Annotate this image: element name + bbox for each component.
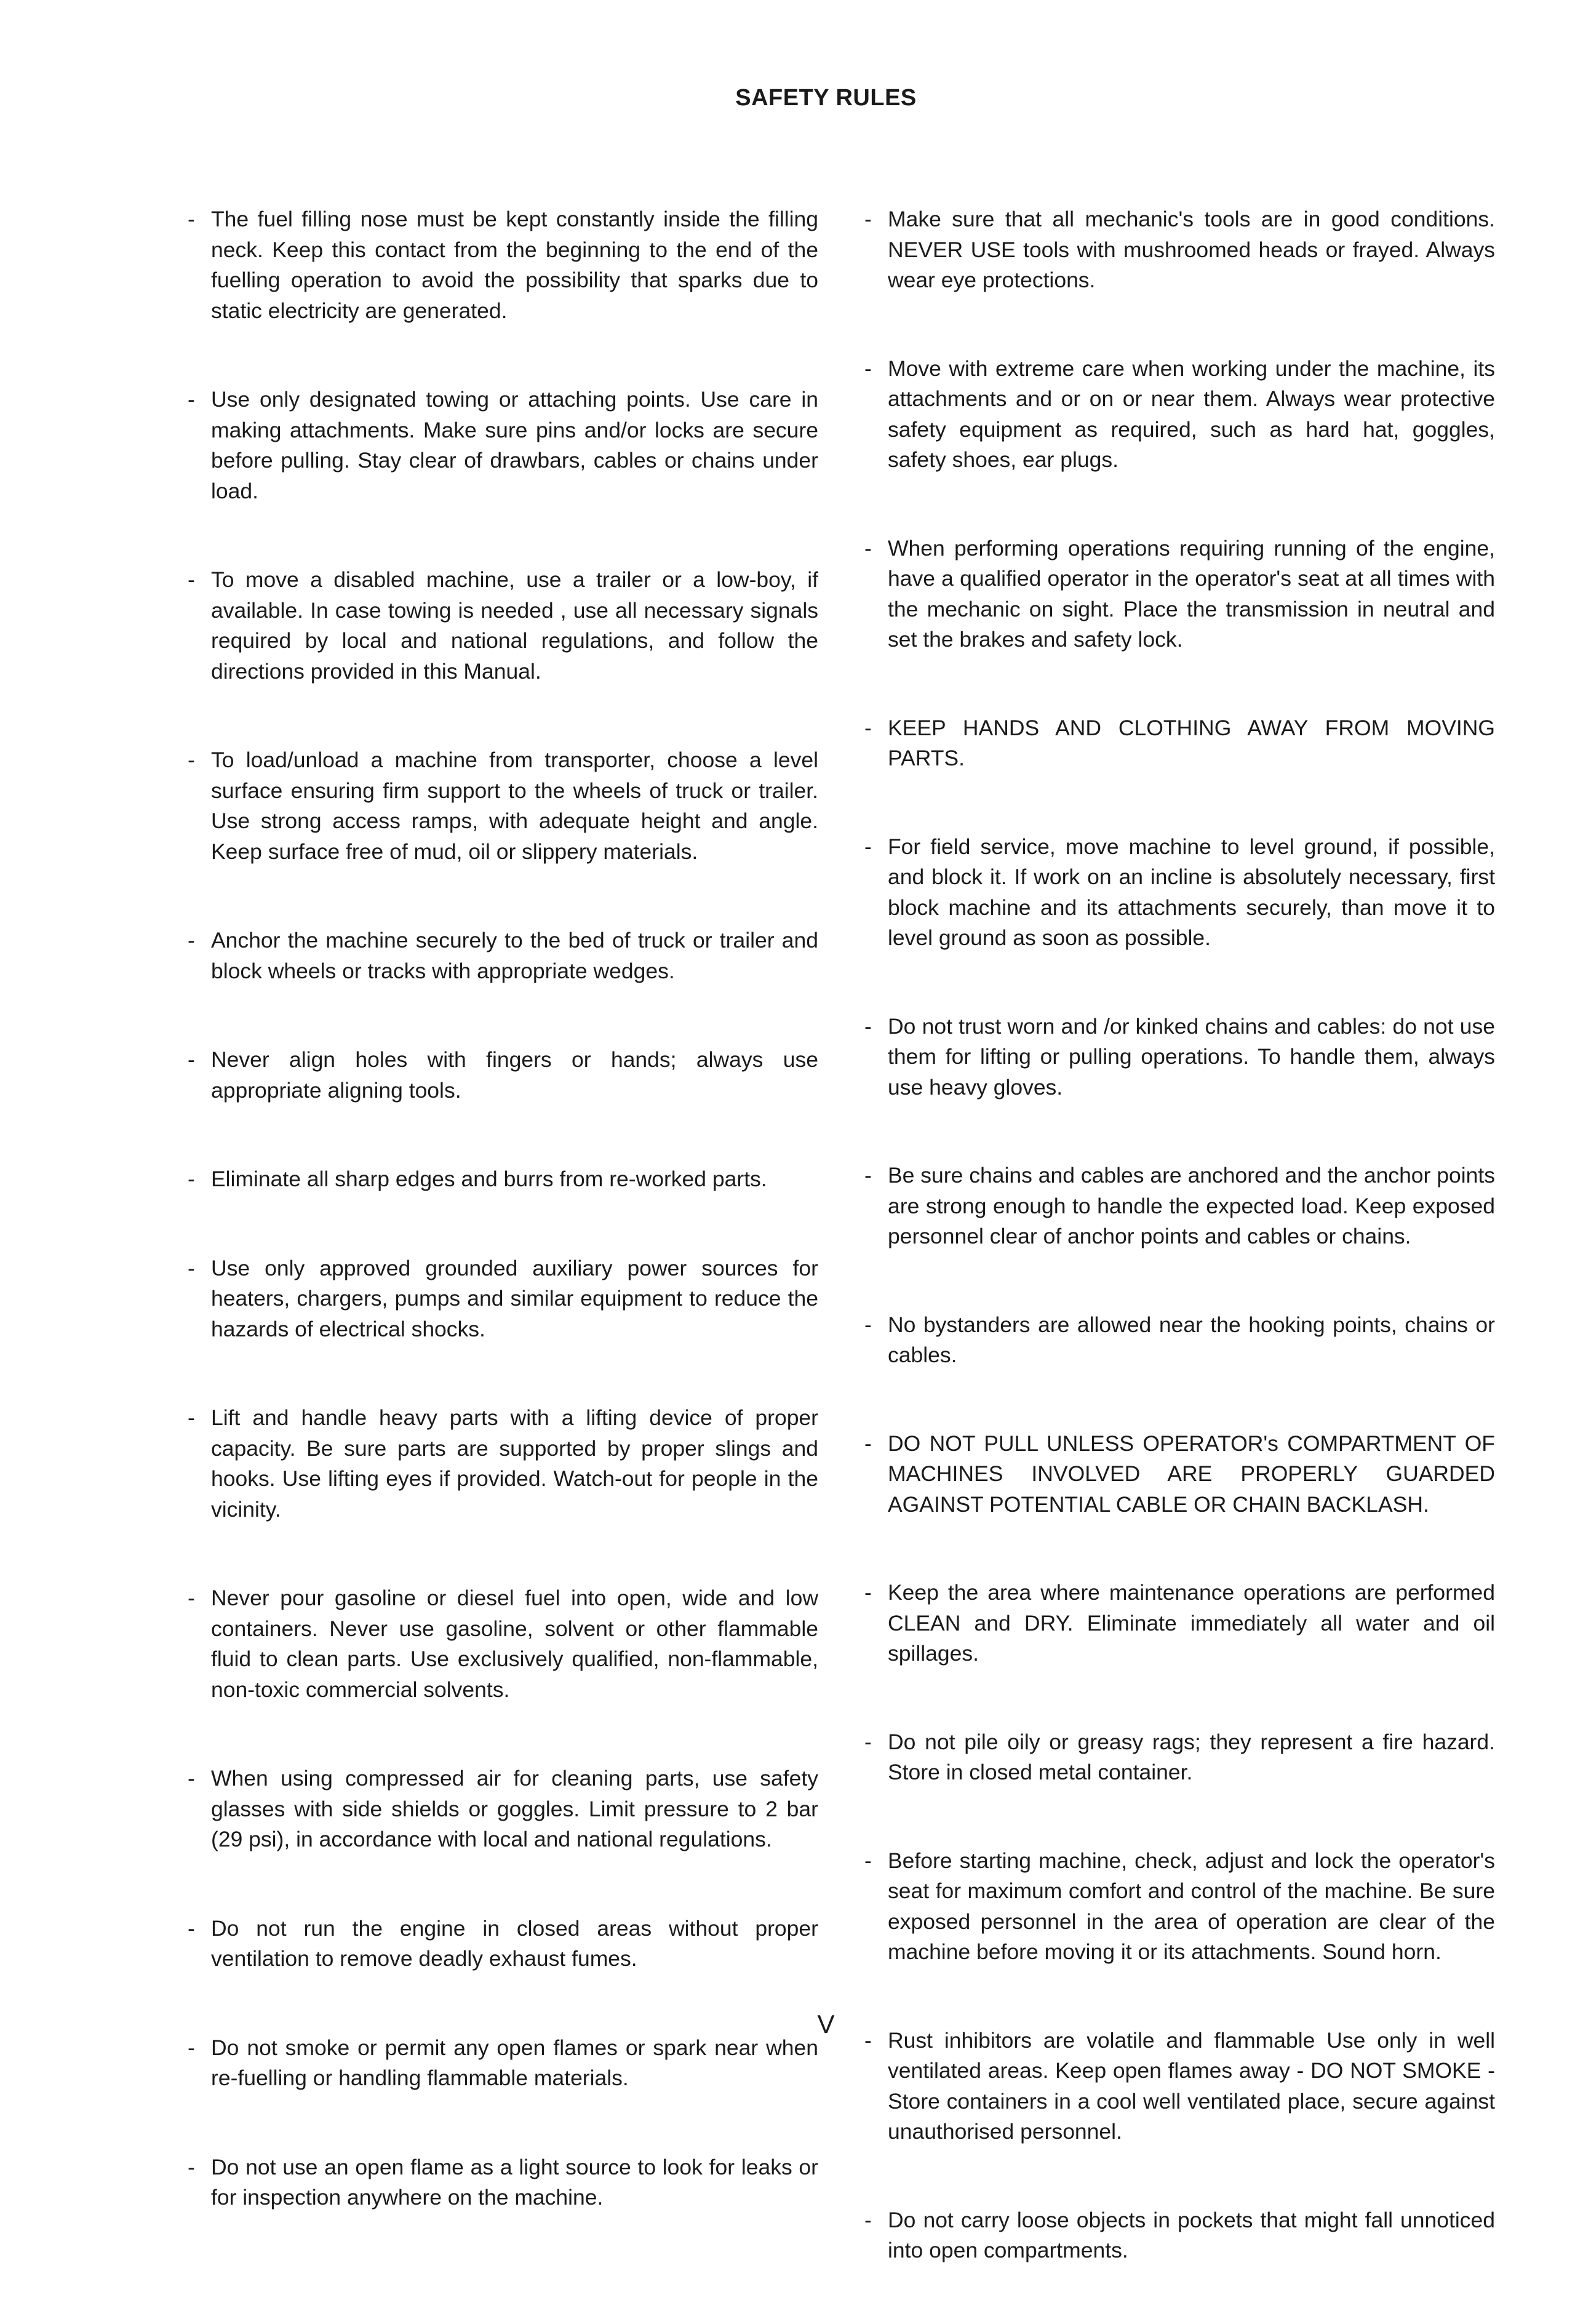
bullet-dash: -: [864, 834, 872, 859]
rule-text: Be sure chains and cables are anchored and the anchor points are strong enough to handle the expected load. Keep exposed personnel clear of anchor points and cables or chains.: [888, 1163, 1495, 1248]
safety-rule: [864, 204, 1495, 296]
rule-text: Never pour gasoline or diesel fuel into open, wide and low containers. Never use gasoline, solvent or other flammable fluid to clean parts. Use exclusively qualified, non-flammable, non-toxic commercial solvents.: [211, 1586, 818, 1702]
bullet-dash: -: [864, 1431, 872, 1456]
right-column: [864, 204, 1495, 2324]
rule-text: Eliminate all sharp edges and burrs from re-worked parts.: [211, 1167, 767, 1191]
safety-rule: [864, 1727, 1495, 1788]
bullet-dash: -: [864, 207, 872, 231]
safety-rule: [188, 2152, 818, 2213]
bullet-dash: -: [188, 1405, 195, 1430]
rule-text: When using compressed air for cleaning parts, use safety glasses with side shields or goggles. Limit pressure to 2 bar (29 psi), in accordance with local and national regulations.: [211, 1766, 818, 1851]
bullet-dash: -: [188, 387, 195, 412]
rule-text: Rust inhibitors are volatile and flammable Use only in well ventilated areas. Keep open flames away - DO NOT SMOKE - Store containers in a cool well ventilated place, secure against unauthorised personnel.: [888, 2027, 1495, 2144]
rule-text: Do not pile oily or greasy rags; they represent a fire hazard. Store in closed metal container.: [888, 1729, 1495, 1784]
rule-text: Move with extreme care when working under the machine, its attachments and or on or near them. Always wear protective safety equipment as required, such as hard hat, goggles, safety shoes, ear plugs.: [888, 356, 1495, 472]
safety-rule: [864, 1012, 1495, 1103]
safety-rule: [188, 204, 818, 326]
safety-rule: [864, 1578, 1495, 1669]
safety-rule: [188, 385, 818, 506]
bullet-dash: -: [864, 1013, 872, 1039]
safety-rule: [188, 1164, 818, 1195]
rule-text: Anchor the machine securely to the bed of truck or trailer and block wheels or tracks with appropriate wedges.: [211, 928, 818, 983]
safety-rule: [864, 1160, 1495, 1252]
bullet-dash: -: [188, 1915, 195, 1941]
rule-text: Keep the area where maintenance operations are performed CLEAN and DRY. Eliminate immediately all water and oil spillages.: [888, 1580, 1495, 1666]
safety-rule: [864, 2205, 1495, 2266]
rule-text: DO NOT PULL UNLESS OPERATOR's COMPARTMENT OF MACHINES INVOLVED ARE PROPERLY GUARDED AGAINST POTENTIAL CABLE OR CHAIN BACKLASH.: [888, 1431, 1495, 1517]
bullet-dash: -: [864, 535, 872, 561]
rule-text: Do not run the engine in closed areas without proper ventilation to remove deadly exhaust fumes.: [211, 1915, 818, 1971]
safety-rule: [864, 713, 1495, 774]
bullet-dash: -: [864, 1848, 872, 1873]
safety-rule: [188, 2033, 818, 2094]
bullet-dash: -: [188, 1586, 195, 1610]
rule-text: For field service, move machine to level ground, if possible, and block it. If work on an incline is absolutely necessary, first block machine and its attachments securely, than move it to level ground as soon as possible.: [888, 834, 1495, 950]
safety-rule: [188, 925, 818, 986]
bullet-dash: -: [188, 748, 195, 772]
safety-rule: [188, 745, 818, 867]
bullet-dash: -: [864, 2027, 872, 2053]
bullet-dash: -: [864, 2207, 872, 2232]
safety-rule: [188, 565, 818, 687]
bullet-dash: -: [188, 207, 195, 231]
rule-text: No bystanders are allowed near the hooking points, chains or cables.: [888, 1312, 1495, 1367]
bullet-dash: -: [864, 715, 872, 740]
left-column: [188, 204, 818, 2272]
safety-rule: [864, 1846, 1495, 1968]
safety-rule: [864, 2026, 1495, 2147]
rule-text: KEEP HANDS AND CLOTHING AWAY FROM MOVING PARTS.: [888, 715, 1495, 770]
safety-rule: [864, 1429, 1495, 1520]
safety-rule: [188, 1253, 818, 1345]
bullet-dash: -: [864, 356, 872, 381]
rule-text: The fuel filling nose must be kept constantly inside the filling neck. Keep this contact from the beginning to the end of the fuelling operation to avoid the possibility that sparks due to static electricity are generated.: [211, 207, 818, 323]
rule-text: When performing operations requiring running of the engine, have a qualified operator in the operator's seat at all times with the mechanic on sight. Place the transmission in neutral and set the brakes and safety lock.: [888, 535, 1495, 652]
bullet-dash: -: [864, 1163, 872, 1188]
rule-text: Make sure that all mechanic's tools are in good conditions. NEVER USE tools with mushroomed heads or frayed. Always wear eye protections.: [888, 207, 1495, 292]
rule-text: Do not trust worn and /or kinked chains and cables: do not use them for lifting or pulling operations. To handle them, always use heavy gloves.: [888, 1013, 1495, 1100]
safety-rule: [864, 533, 1495, 655]
rule-text: Use only approved grounded auxiliary power sources for heaters, chargers, pumps and similar equipment to reduce the hazards of electrical shocks.: [211, 1255, 818, 1341]
safety-rule: [864, 1310, 1495, 1371]
rule-text: Do not smoke or permit any open flames or spark near when re-fuelling or handling flammable materials.: [211, 2035, 818, 2090]
bullet-dash: -: [864, 1580, 872, 1605]
rule-text: Use only designated towing or attaching points. Use care in making attachments. Make sure pins and/or locks are secure before pulling. Stay clear of drawbars, cables or chains under load.: [211, 387, 818, 503]
safety-rule: [188, 1583, 818, 1705]
bullet-dash: -: [188, 2154, 195, 2179]
safety-rule: [188, 1763, 818, 1855]
safety-rule: [188, 1403, 818, 1525]
rule-text: To move a disabled machine, use a trailer or a low-boy, if available. In case towing is needed , use all necessary signals required by local and national regulations, and follow the directions provided in this Manual.: [211, 567, 818, 684]
bullet-dash: -: [188, 1766, 195, 1791]
bullet-dash: -: [188, 2035, 195, 2060]
safety-rule: [864, 354, 1495, 476]
bullet-dash: -: [188, 567, 195, 592]
rule-text: Do not use an open flame as a light source to look for leaks or for inspection anywhere on the machine.: [211, 2154, 818, 2210]
rule-text: To load/unload a machine from transporter, choose a level surface ensuring firm support to the wheels of truck or trailer. Use strong access ramps, with adequate height and angle. Keep surface free of mud, oil or slippery materials.: [211, 748, 818, 864]
bullet-dash: -: [188, 1047, 195, 1072]
bullet-dash: -: [864, 1729, 872, 1754]
safety-rule: [188, 1914, 818, 1975]
bullet-dash: -: [188, 1167, 195, 1191]
bullet-dash: -: [864, 1312, 872, 1337]
bullet-dash: -: [188, 1255, 195, 1280]
rule-text: Do not carry loose objects in pockets that might fall unnoticed into open compartments.: [888, 2207, 1495, 2262]
safety-rule: [188, 1045, 818, 1106]
rule-text: Lift and handle heavy parts with a lifting device of proper capacity. Be sure parts are supported by proper slings and hooks. Use lifting eyes if provided. Watch-out for people in the vicinity.: [211, 1405, 818, 1522]
rule-text: Before starting machine, check, adjust and lock the operator's seat for maximum comfort and control of the machine. Be sure exposed personnel in the area of operation are clear of the machine before moving it or its attachments. Sound horn.: [888, 1848, 1495, 1964]
rule-text: Never align holes with fingers or hands; always use appropriate aligning tools.: [211, 1047, 818, 1103]
bullet-dash: -: [188, 928, 195, 952]
page-title: SAFETY RULES: [735, 85, 917, 111]
page-number: V: [817, 2010, 835, 2038]
safety-rule: [864, 832, 1495, 954]
